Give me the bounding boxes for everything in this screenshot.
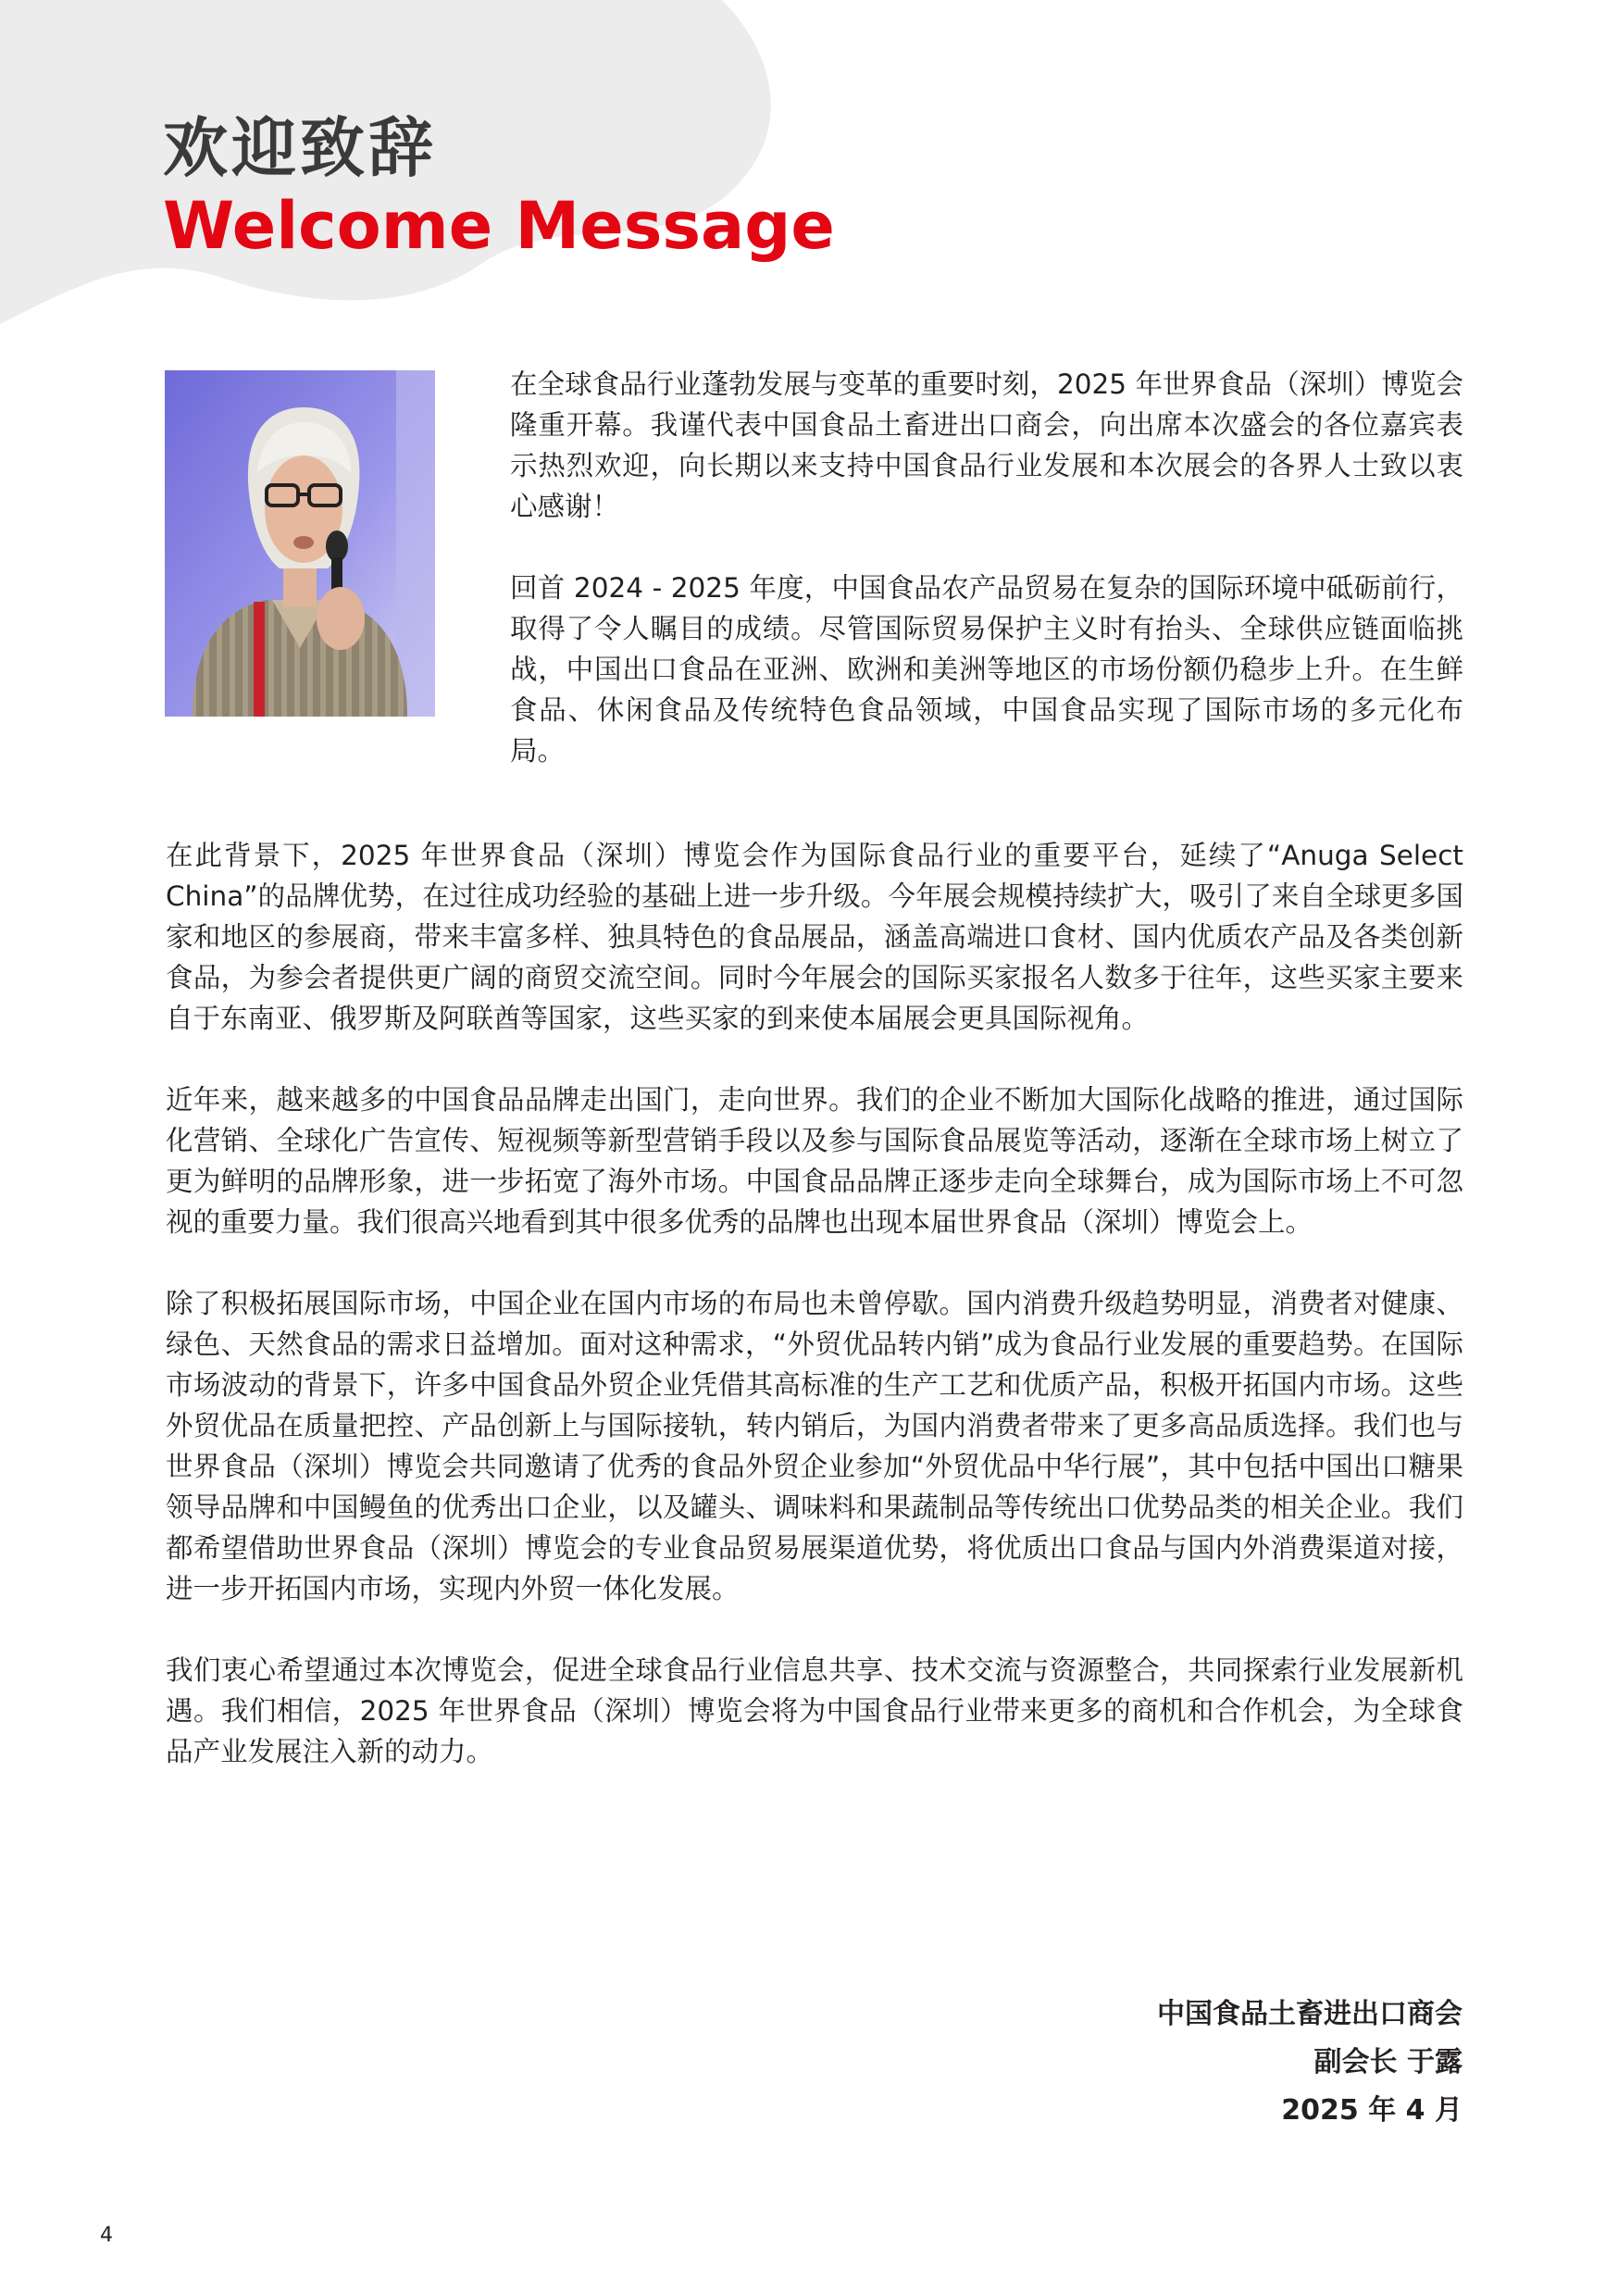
page-title-chinese: 欢迎致辞 <box>163 110 437 186</box>
intro-text <box>510 364 1463 812</box>
speaker-portrait <box>165 370 435 717</box>
signature-date: 2025 年 4 月 <box>1281 2094 1462 2127</box>
signature-block <box>1157 1990 1462 2135</box>
body-paragraph: 近年来，越来越多的中国食品品牌走出国门，走向世界。我们的企业不断加大国际化战略的推进，通过国际化营销、全球化广告宣传、短视频等新型营销手段以及参与国际食品展览等活动，逐渐在全球市场上树立了更为鲜明的品牌形象，进一步拓宽了海外市场。中国食品品牌正逐步走向全球舞台，成为国际市场上不可忽视的重要力量。我们很高兴地看到其中很多优秀的品牌也出现本届世界食品（深圳）博览会上。 <box>166 1084 1463 1238</box>
body-paragraph: 除了积极拓展国际市场，中国企业在国内市场的布局也未曾停歇。国内消费升级趋势明显，消费者对健康、绿色、天然食品的需求日益增加。面对这种需求，“外贸优品转内销”成为食品行业发展的重要趋势。在国际市场波动的背景下，许多中国食品外贸企业凭借其高标准的生产工艺和优质产品，积极开拓国内市场。这些外贸优品在质量把控、产品创新上与国际接轨，转内销后，为国内消费者带来了更多高品质选择。我们也与世界食品（深圳）博览会共同邀请了优秀的食品外贸企业参加“外贸优品中华行展”，其中包括中国出口糖果领导品牌和中国鳗鱼的优秀出口企业，以及罐头、调味料和果蔬制品等传统出口优势品类的相关企业。我们都希望借助世界食品（深圳）博览会的专业食品贸易展渠道优势，将优质出口食品与国内外消费渠道对接，进一步开拓国内市场，实现内外贸一体化发展。 <box>166 1288 1463 1604</box>
body-text <box>166 835 1463 1813</box>
signature-title-name: 副会长 于露 <box>1313 2046 1462 2078</box>
body-paragraph: 在此背景下，2025 年世界食品（深圳）博览会作为国际食品行业的重要平台，延续了“Anuga Select China”的品牌优势，在过往成功经验的基础上进一步升级。今年展会规模持续扩大，吸引了来自全球更多国家和地区的参展商，带来丰富多样、独具特色的食品展品，涵盖高端进口食材、国内优质农产品及各类创新食品，为参会者提供更广阔的商贸交流空间。同时今年展会的国际买家报名人数多于往年，这些买家主要来自于东南亚、俄罗斯及阿联酋等国家，这些买家的到来使本届展会更具国际视角。 <box>166 840 1463 1034</box>
body-paragraph: 我们衷心希望通过本次博览会，促进全球食品行业信息共享、技术交流与资源整合，共同探索行业发展新机遇。我们相信，2025 年世界食品（深圳）博览会将为中国食品行业带来更多的商机和合作机会，为全球食品产业发展注入新的动力。 <box>166 1654 1463 1767</box>
signature-organization: 中国食品土畜进出口商会 <box>1157 1998 1462 2030</box>
page-title-english: Welcome Message <box>163 188 835 264</box>
intro-paragraph: 在全球食品行业蓬勃发展与变革的重要时刻，2025 年世界食品（深圳）博览会隆重开幕。我谨代表中国食品土畜进出口商会，向出席本次盛会的各位嘉宾表示热烈欢迎，向长期以来支持中国食品行业发展和本次展会的各界人士致以衷心感谢！ <box>510 368 1463 522</box>
page-number: 4 <box>100 2224 113 2247</box>
intro-paragraph: 回首 2024 - 2025 年度，中国食品农产品贸易在复杂的国际环境中砥砺前行，取得了令人瞩目的成绩。尽管国际贸易保护主义时有抬头、全球供应链面临挑战，中国出口食品在亚洲、欧洲和美洲等地区的市场份额仍稳步上升。在生鲜食品、休闲食品及传统特色食品领域，中国食品实现了国际市场的多元化布局。 <box>510 572 1463 767</box>
